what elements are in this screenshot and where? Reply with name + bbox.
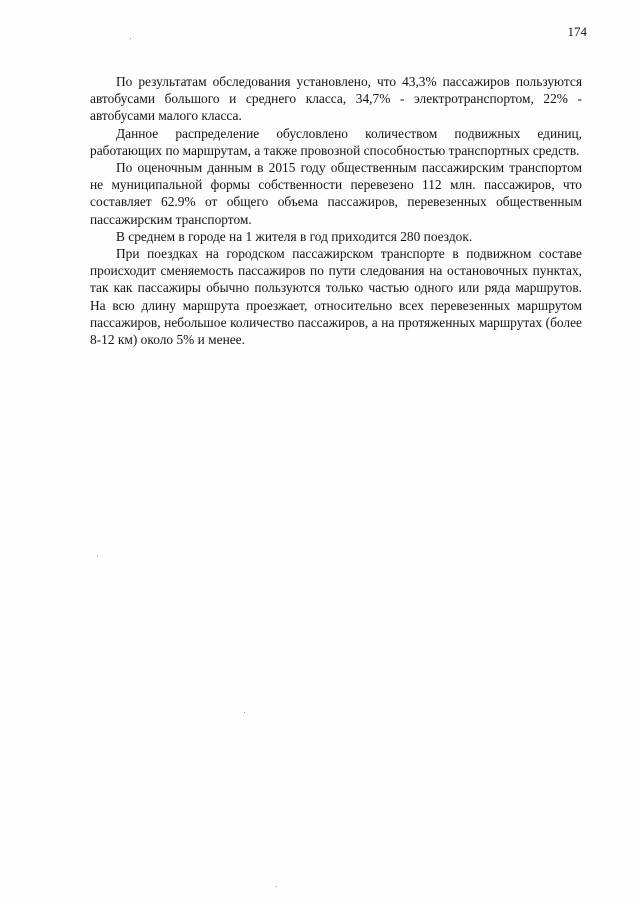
- scan-speck: [130, 38, 131, 39]
- paragraph-passenger-turnover: При поездках на городском пассажирском транспорте в подвижном составе происходит сменяемость пассажиров по пути следования на остановочных пунктах, так как пассажиры обычно пользуются только частью одного или ряда маршрутов. На всю длину маршрута проезжает, относительно всех перевезенных маршрутом пассажиров, небольшое количество пассажиров, а на протяженных маршрутах (более 8-12 км) около 5% и менее.: [90, 246, 582, 348]
- paragraph-trips-per-resident: В среднем в городе на 1 жителя в год приходится 280 поездок.: [116, 228, 473, 244]
- body-text: [90, 73, 582, 348]
- scan-speck: [97, 555, 98, 556]
- scan-speck: [244, 712, 245, 713]
- scan-speck: [276, 886, 277, 887]
- paragraph-survey-results: По результатам обследования установлено, что 43,3% пассажиров пользуются автобусами большого и среднего класса, 34,7% - электротранспортом, 22% - автобусами малого класса.: [90, 74, 582, 124]
- page-number: 174: [567, 24, 587, 39]
- paragraph-distribution-reason: Данное распределение обусловлено количеством подвижных единиц, работающих по маршрутам, а также провозной способностью транспортных средств.: [90, 125, 582, 158]
- paragraph-2015-estimate: По оценочным данным в 2015 году общественным пассажирским транспортом не муниципальной формы собственности перевезено 112 млн. пассажиров, что составляет 62.9% от общего объема пассажиров, перевезенных общественным пассажирским транспортом.: [90, 160, 582, 227]
